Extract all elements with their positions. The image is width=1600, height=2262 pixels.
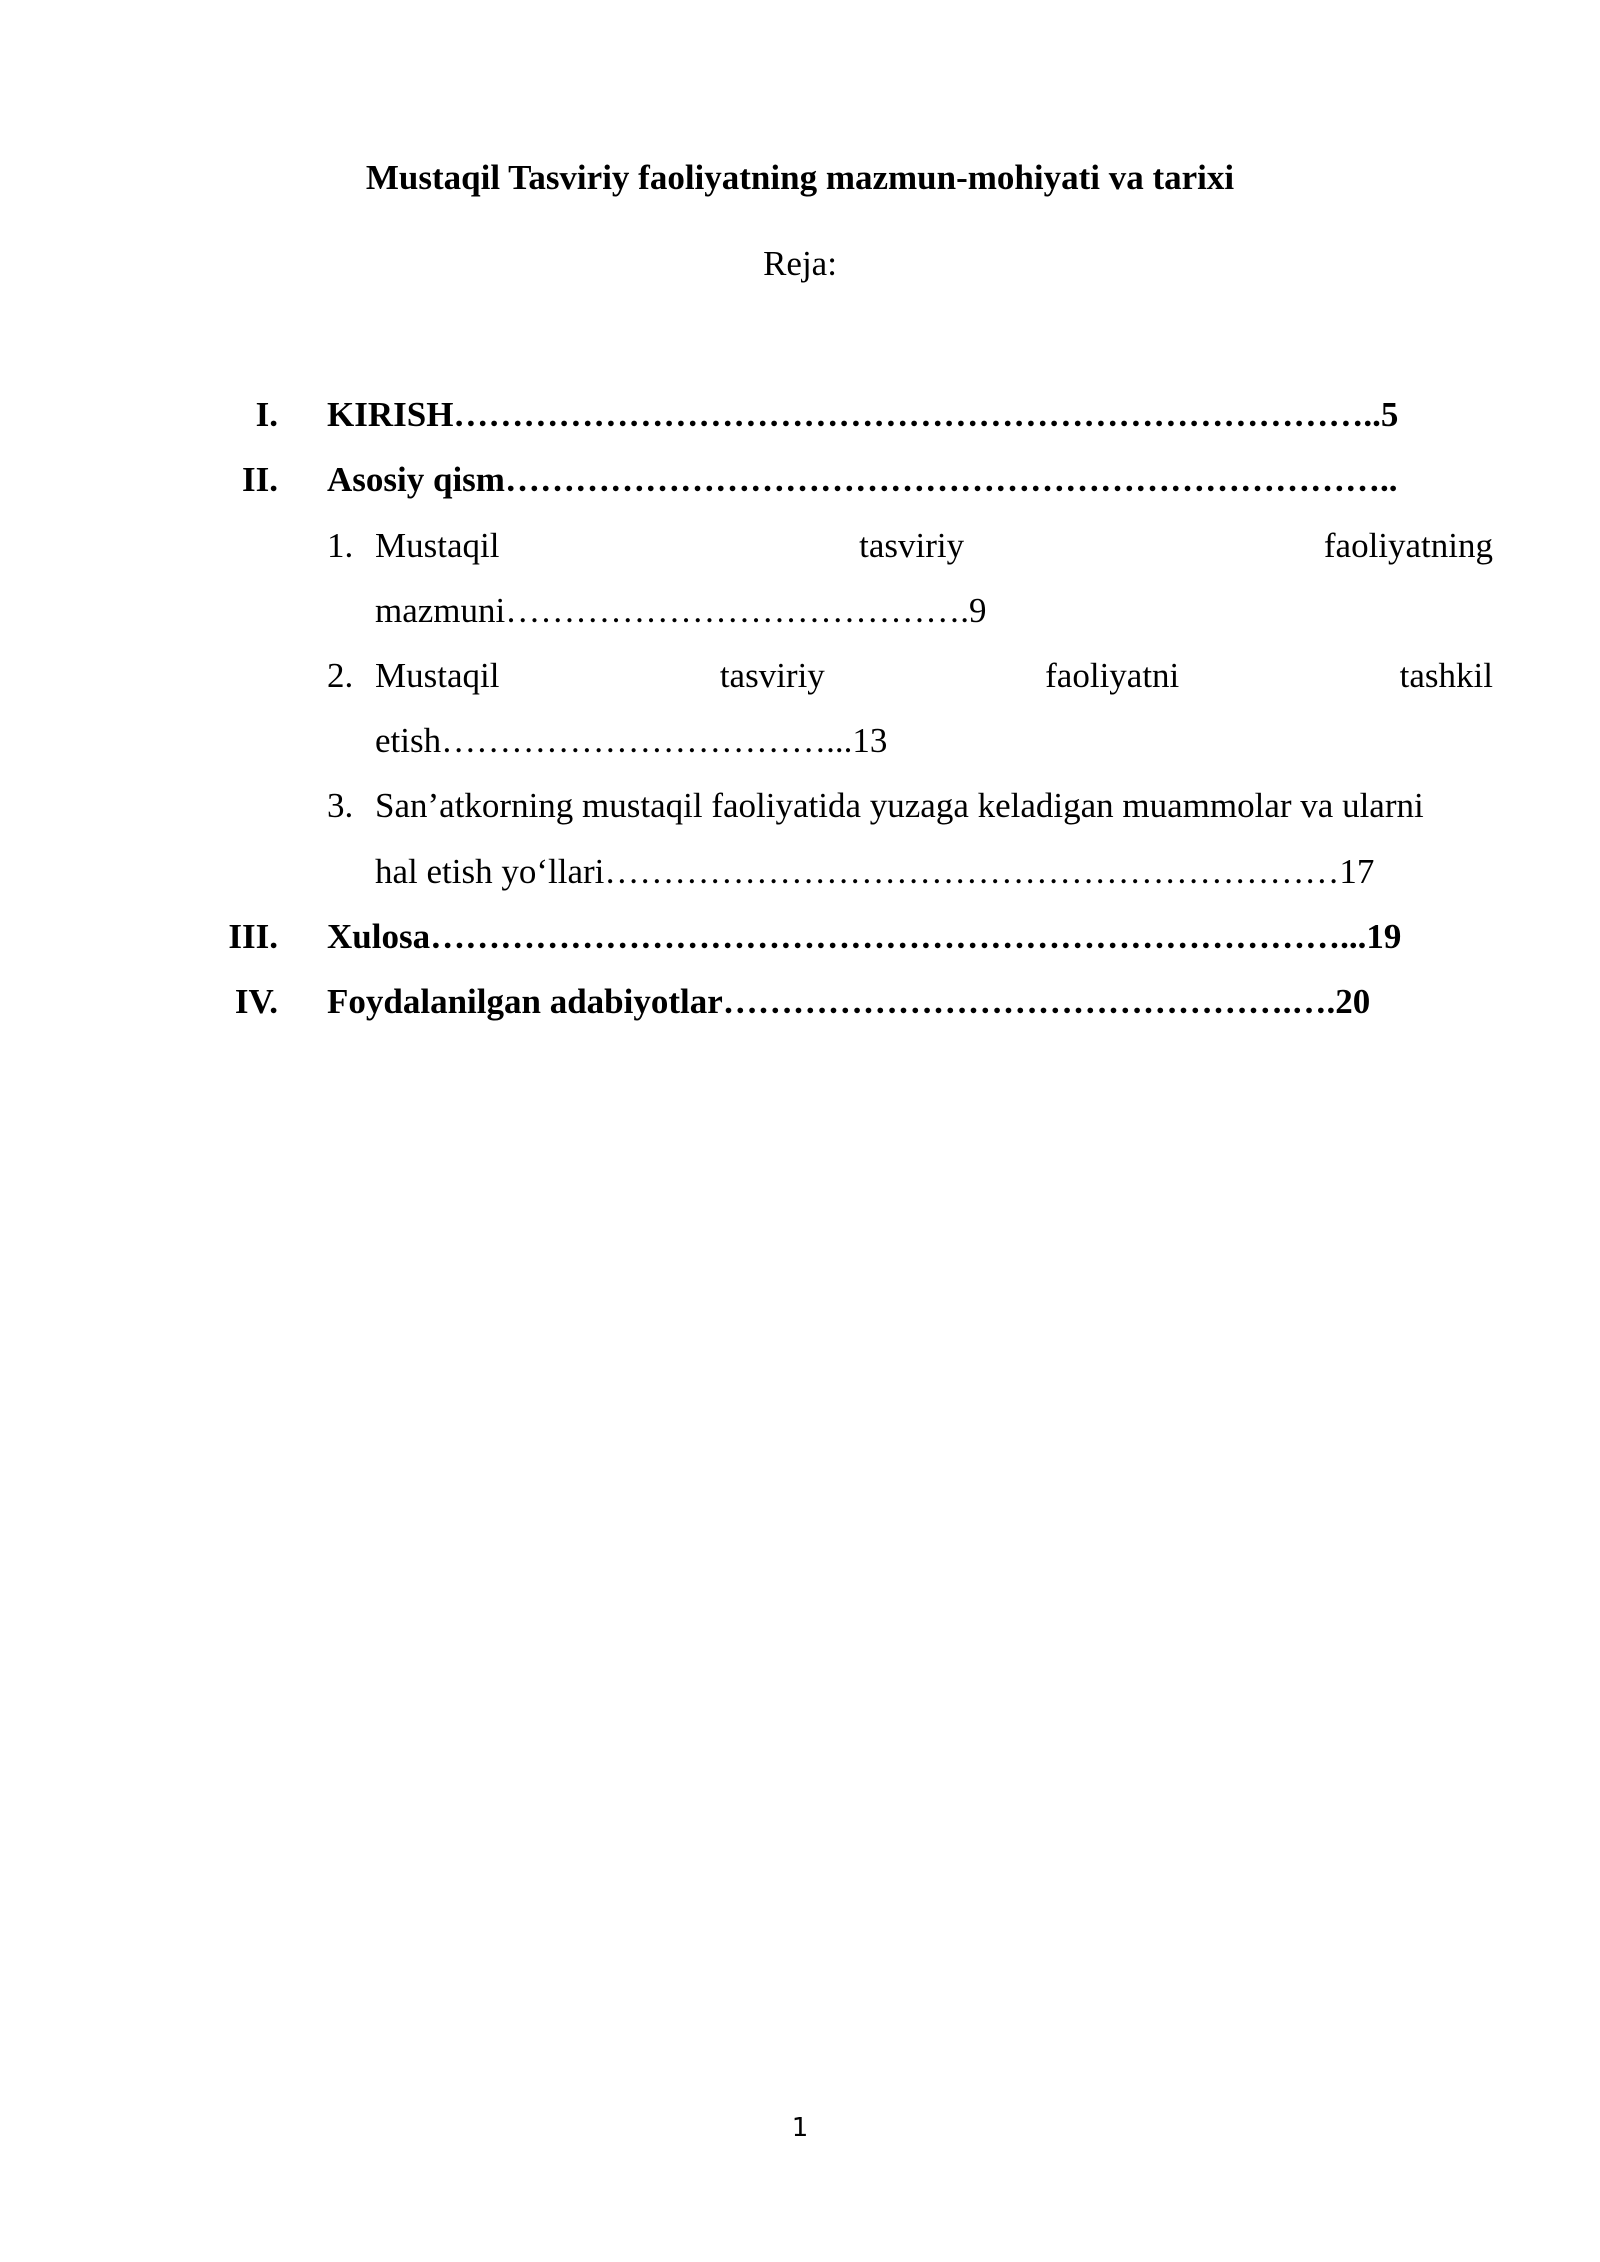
toc-subentry-line-2: hal etish yo‘llari………………………………………………………17: [375, 852, 1375, 891]
toc-subentry-line-1: [375, 524, 1493, 568]
toc-text: KIRISH……………………………………………………………………..5: [327, 395, 1399, 434]
toc-word: faoliyatni: [1045, 656, 1180, 695]
toc-text: Asosiy qism…………………………………………………………………..: [327, 460, 1398, 499]
toc-subentry-line-2: mazmuni………………………………….9: [375, 591, 987, 630]
toc-word: faoliyatning: [1323, 526, 1493, 565]
toc-word: tasviriy: [859, 526, 965, 565]
toc-number: I.: [255, 395, 278, 434]
toc-subentry-line-1: San’atkorning mustaqil faoliyatida yuzaga keladigan muammolar va ularni: [375, 786, 1424, 825]
toc-word: Mustaqil: [375, 526, 500, 565]
toc-word: tasviriy: [719, 656, 825, 695]
toc-subnumber: 3.: [327, 786, 354, 825]
toc-subnumber: 1.: [327, 526, 354, 565]
toc-number: III.: [228, 917, 278, 956]
toc-number: IV.: [234, 982, 278, 1021]
toc-text: Xulosa……………………………………………………………………...19: [327, 917, 1402, 956]
document-title: Mustaqil Tasviriy faoliyatning mazmun-mohiyati va tarixi: [365, 158, 1235, 197]
toc-subentry-line-1: [375, 654, 1493, 698]
toc-word: Mustaqil: [375, 656, 500, 695]
toc-subnumber: 2.: [327, 656, 354, 695]
toc-number: II.: [242, 460, 278, 499]
toc-word: tashkil: [1399, 656, 1493, 695]
document-subtitle: Reja:: [763, 244, 837, 283]
toc-text: Foydalanilgan adabiyotlar………………………………………….….20: [327, 982, 1371, 1021]
page-number: 1: [791, 2113, 809, 2143]
toc-subentry-line-2: etish……………………………...13: [375, 721, 888, 760]
